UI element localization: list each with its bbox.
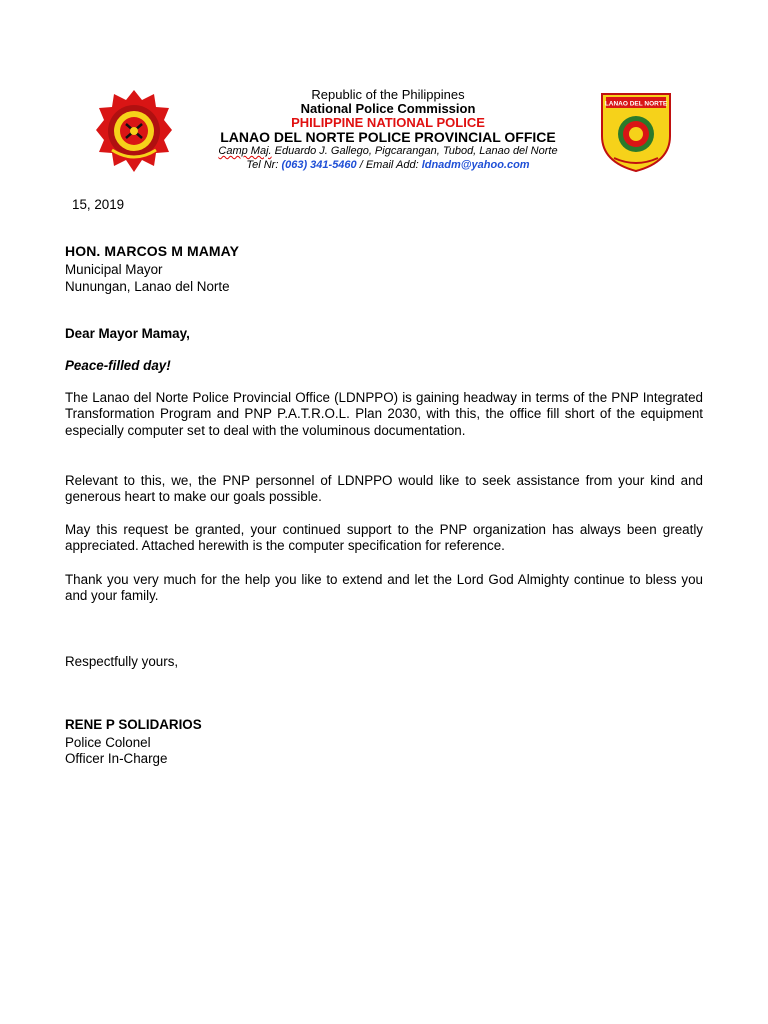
address-rest: Eduardo J. Gallego, Pigcarangan, Tubod, Lanao del Norte <box>271 145 558 157</box>
letterhead <box>0 0 768 190</box>
letter-date: 15, 2019 <box>72 197 125 212</box>
email-label: / Email Add: <box>356 159 422 171</box>
recipient-title: Municipal Mayor <box>65 262 163 277</box>
closing: Respectfully yours, <box>65 654 179 669</box>
lanao-del-norte-shield-icon <box>600 92 672 172</box>
address-line <box>188 144 588 158</box>
contact-line <box>188 158 588 172</box>
shield-banner: LANAO DEL NORTE <box>604 100 668 108</box>
greeting: Peace-filled day! <box>65 358 171 373</box>
body-paragraph-4: Thank you very much for the help you like to extend and let the Lord God Almighty continue to bless you and your family. <box>65 572 703 604</box>
body-paragraph-3: May this request be granted, your continued support to the PNP organization has always been greatly appreciated. Attached herewith is the computer specification for reference. <box>65 522 703 554</box>
salutation: Dear Mayor Mamay, <box>65 326 190 341</box>
letterhead-text <box>188 88 588 172</box>
recipient-name: HON. MARCOS M MAMAY <box>65 243 240 259</box>
commission-line: National Police Commission <box>300 101 476 116</box>
pnp-seal-icon <box>96 90 172 172</box>
signer-position: Officer In-Charge <box>65 751 168 766</box>
body-paragraph-2: Relevant to this, we, the PNP personnel of LDNPPO would like to seek assistance from your kind and generous heart to make our goals possible. <box>65 473 703 505</box>
signer-rank: Police Colonel <box>65 735 151 750</box>
tel-label: Tel Nr: <box>246 159 282 171</box>
email-value: ldnadm@yahoo.com <box>421 159 530 171</box>
address-camp: Camp Maj. <box>218 145 272 157</box>
signer-name: RENE P SOLIDARIOS <box>65 717 202 732</box>
office-line: LANAO DEL NORTE POLICE PROVINCIAL OFFICE <box>220 129 556 145</box>
republic-line: Republic of the Philippines <box>311 87 465 102</box>
body-paragraph-1: The Lanao del Norte Police Provincial Office (LDNPPO) is gaining headway in terms of the PNP Integrated Transformation Program and PNP P.A.T.R.O.L. Plan 2030, with this, the office fill short of the equipment especially computer set to deal with the voluminous documentation. <box>65 390 703 438</box>
tel-value: (063) 341-5460 <box>281 159 357 171</box>
pnp-line: PHILIPPINE NATIONAL POLICE <box>291 115 485 130</box>
recipient-address: Nunungan, Lanao del Norte <box>65 279 230 294</box>
